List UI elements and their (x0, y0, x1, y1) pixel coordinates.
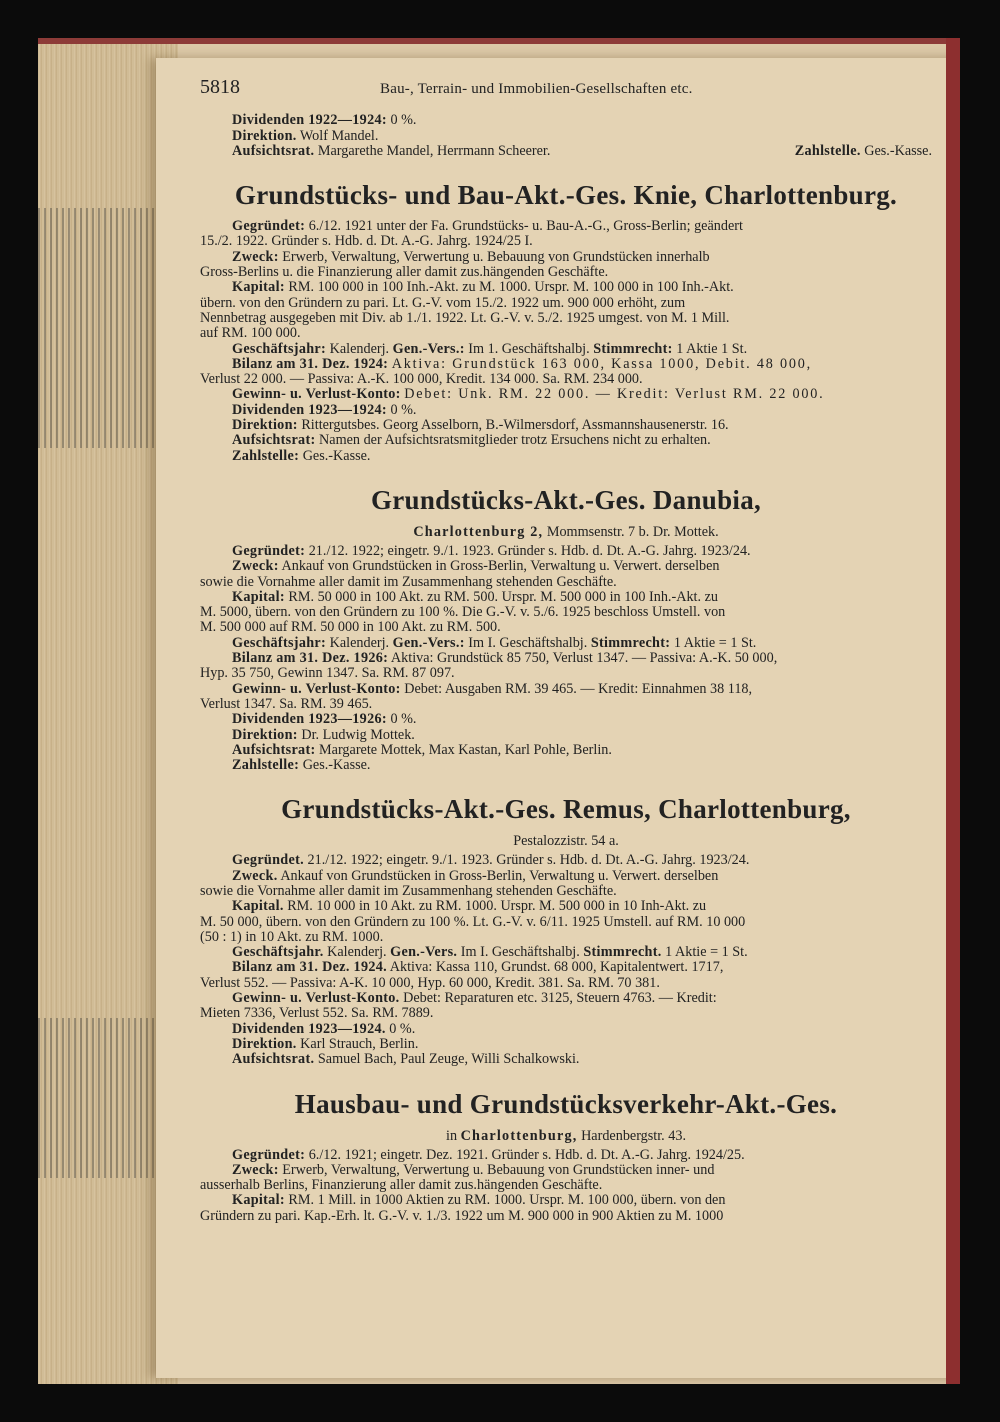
company-street: Hardenbergstr. 43. (581, 1127, 686, 1144)
pl-label: Gewinn- u. Verlust-Konto. (232, 990, 400, 1007)
div-value: 0 %. (390, 401, 417, 418)
directors-value: Wolf Mandel. (299, 127, 379, 144)
founded-text: 21./12. 1922; eingetr. 9./1. 1923. Gründer s. Hdb. d. Dt. A.-G. Jahrg. 1923/24. (307, 852, 750, 869)
gm-value: Im I. Geschäftshalbj. (460, 944, 580, 961)
board-label: Aufsichtsrat. (232, 1051, 315, 1068)
vote-label: Stimmrecht: (593, 340, 673, 357)
balance-label: Bilanz am 31. Dez. 1926: (232, 650, 389, 667)
div-label: Dividenden 1923—1924. (232, 1020, 386, 1037)
company-title: Grundstücks-Akt.-Ges. Remus, Charlottenburg, (281, 794, 851, 825)
pay-label: Zahlstelle: (232, 447, 300, 464)
capital-label: Kapital. (232, 898, 284, 915)
company-entry-danubia (200, 484, 932, 773)
purpose-label: Zweck: (232, 1161, 279, 1178)
pl-text-2: Mieten 7336, Verlust 552. Sa. RM. 7889. (200, 1005, 434, 1022)
paying-value: Ges.-Kasse. (864, 142, 932, 159)
capital-text-2: M. 50 000, übern. von den Gründern zu 100 %. Lt. G.-V. v. 6/11. 1925 Umstell. auf RM. 10 000 (200, 913, 746, 930)
founded-label: Gegründet: (232, 542, 306, 559)
company-address (200, 1128, 932, 1145)
capital-text-4: auf RM. 100 000. (200, 325, 301, 342)
pay-label: Zahlstelle: (232, 757, 300, 774)
pl-text: Debet: Reparaturen etc. 3125, Steuern 4763. — Kredit: (403, 990, 717, 1007)
dividends-label: Dividenden 1922—1924: (232, 112, 387, 129)
founded-text: 6./12. 1921 unter der Fa. Grundstücks- u. Bau-A.-G., Gross-Berlin; geändert (308, 218, 743, 235)
founded-label: Gegründet. (232, 852, 304, 869)
company-title: Hausbau- und Grundstücksverkehr-Akt.-Ges. (294, 1088, 838, 1119)
capital-text-3: M. 500 000 auf RM. 50 000 in 100 Akt. zu RM. 500. (200, 619, 501, 636)
purpose-text: Ankauf von Grundstücken in Gross-Berlin, Verwaltung u. Verwert. derselben (281, 558, 720, 575)
gm-value: Im I. Geschäftshalbj. (468, 634, 588, 651)
capital-label: Kapital: (232, 1192, 285, 1209)
div-label: Dividenden 1923—1924: (232, 401, 387, 418)
company-title: Grundstücks-Akt.-Ges. Danubia, (370, 484, 762, 515)
capital-text-3: Nennbetrag ausgegeben mit Div. ab 1./1. 1922. Lt. G.-V. v. 5./2. 1925 umgest. von M. 1 Mill. (200, 309, 730, 326)
dir-label: Direktion: (232, 726, 298, 743)
pl-label: Gewinn- u. Verlust-Konto: (232, 386, 401, 403)
balance-text-2: Hyp. 35 750, Gewinn 1347. Sa. RM. 87 097. (200, 665, 455, 682)
page-number: 5818 (200, 76, 240, 98)
fy-label: Geschäftsjahr. (232, 944, 324, 961)
founded-text-2: 15./2. 1922. Gründer s. Hdb. d. Dt. A.-G. Jahrg. 1924/25 I. (200, 233, 533, 250)
pay-value: Ges.-Kasse. (302, 447, 371, 464)
company-title: Grundstücks- und Bau-Akt.-Ges. Knie, Charlottenburg. (234, 180, 898, 211)
company-city: Charlottenburg, (460, 1127, 578, 1144)
in-word: in (446, 1127, 458, 1144)
balance-label: Bilanz am 31. Dez. 1924: (232, 355, 389, 372)
vote-value: 1 Aktie 1 St. (676, 340, 748, 357)
purpose-text-2: Gross-Berlins u. die Finanzierung aller damit zus.hängenden Geschäfte. (200, 264, 609, 281)
purpose-text: Erwerb, Verwaltung, Verwertung u. Bebauung von Grundstücken inner- und (282, 1161, 715, 1178)
capital-label: Kapital: (232, 279, 285, 296)
gm-label: Gen.-Vers.: (392, 634, 465, 651)
directors-label: Direktion. (232, 127, 297, 144)
company-entry-remus (200, 793, 932, 1067)
gm-value: Im 1. Geschäftshalbj. (468, 340, 590, 357)
running-head (200, 76, 932, 98)
company-address (200, 524, 932, 541)
paying-label: Zahlstelle. (794, 142, 861, 159)
dir-value: Dr. Ludwig Mottek. (301, 726, 415, 743)
pl-text: Debet: Ausgaben RM. 39 465. — Kredit: Einnahmen 38 118, (404, 680, 753, 697)
capital-label: Kapital: (232, 588, 285, 605)
purpose-label: Zweck: (232, 558, 279, 575)
binding-edge (946, 38, 960, 1384)
capital-text: RM. 50 000 in 100 Akt. zu RM. 500. Urspr. M. 500 000 in 100 Inh.-Akt. zu (288, 588, 718, 605)
purpose-text-2: ausserhalb Berlins, Finanzierung aller damit zus.hängenden Geschäfte. (200, 1177, 603, 1194)
company-city: Charlottenburg 2, (413, 523, 544, 540)
founded-label: Gegründet: (232, 218, 306, 235)
capital-text-2: M. 5000, übern. von den Gründern zu 100 %. Die G.-V. v. 5./6. 1925 beschloss Umstell. von (200, 604, 726, 621)
balance-text: Aktiva: Grundstück 163 000, Kassa 1000, Debit. 48 000, (391, 355, 813, 372)
board-value: Margarete Mottek, Max Kastan, Karl Pohle, Berlin. (319, 741, 612, 758)
board-label: Aufsichtsrat. (232, 142, 315, 159)
vote-value: 1 Aktie = 1 St. (673, 634, 757, 651)
top-entry (200, 113, 932, 159)
board-value: Samuel Bach, Paul Zeuge, Willi Schalkowski. (317, 1051, 580, 1068)
balance-text-2: Verlust 552. — Passiva: A-K. 10 000, Hyp. 60 000, Kredit. 381. Sa. RM. 70 381. (200, 974, 660, 991)
company-entry-hausbau (200, 1088, 932, 1224)
balance-text: Aktiva: Grundstück 85 750, Verlust 1347. — Passiva: A.-K. 50 000, (390, 650, 778, 667)
fy-value: Kalenderj. (329, 340, 390, 357)
purpose-label: Zweck: (232, 248, 279, 265)
company-address: Pestalozzistr. 54 a. (513, 833, 619, 850)
purpose-label: Zweck. (232, 867, 278, 884)
capital-text: RM. 1 Mill. in 1000 Aktien zu RM. 1000. Urspr. M. 100 000, übern. von den (288, 1192, 726, 1209)
founded-text: 6./12. 1921; eingetr. Dez. 1921. Gründer s. Hdb. d. Dt. A.-G. Jahrg. 1924/25. (308, 1146, 745, 1163)
fy-value: Kalenderj. (329, 634, 390, 651)
fy-label: Geschäftsjahr: (232, 634, 327, 651)
purpose-text: Erwerb, Verwaltung, Verwertung u. Bebauung von Grundstücken innerhalb (282, 248, 710, 265)
fy-value: Kalenderj. (327, 944, 387, 961)
board-label: Aufsichtsrat: (232, 432, 316, 449)
fy-label: Geschäftsjahr: (232, 340, 327, 357)
vote-label: Stimmrecht: (590, 634, 671, 651)
board-label: Aufsichtsrat: (232, 741, 316, 758)
capital-text: RM. 10 000 in 10 Akt. zu RM. 1000. Urspr. M. 500 000 in 10 Inh-Akt. zu (287, 898, 707, 915)
company-entry-knie (200, 179, 932, 464)
dividends-value: 0 %. (390, 112, 417, 129)
gm-label: Gen.-Vers.: (392, 340, 465, 357)
binding-top (38, 38, 960, 44)
vote-value: 1 Aktie = 1 St. (665, 944, 748, 961)
page-content (200, 76, 932, 1224)
company-street: Mommsenstr. 7 b. Dr. Mottek. (546, 523, 719, 540)
board-value: Namen der Aufsichtsratsmitglieder trotz Ersuchens nicht zu erhalten. (319, 432, 711, 449)
dir-label: Direktion. (232, 1035, 297, 1052)
founded-label: Gegründet: (232, 1146, 306, 1163)
board-value: Margarethe Mandel, Herrmann Scheerer. (317, 142, 551, 159)
dir-value: Karl Strauch, Berlin. (300, 1035, 419, 1052)
balance-text: Aktiva: Kassa 110, Grundst. 68 000, Kapitalentwert. 1717, (389, 959, 724, 976)
running-title: Bau-, Terrain- und Immobilien-Gesellschaften etc. (380, 81, 693, 97)
pl-label: Gewinn- u. Verlust-Konto: (232, 680, 401, 697)
div-label: Dividenden 1923—1926: (232, 711, 387, 728)
capital-text-2: Gründern zu pari. Kap.-Erh. lt. G.-V. v. 1./3. 1922 um M. 900 000 in 900 Aktien zu M. 1000 (200, 1207, 724, 1224)
dir-label: Direktion: (232, 417, 298, 434)
div-value: 0 %. (390, 711, 417, 728)
capital-text-2: übern. von den Gründern zu pari. Lt. G.-V. vom 15./2. 1922 um. 900 000 erhöht, zum (200, 294, 686, 311)
div-value: 0 %. (389, 1020, 416, 1037)
pay-value: Ges.-Kasse. (302, 757, 371, 774)
purpose-text-2: sowie die Vornahme aller damit im Zusammenhang stehenden Geschäfte. (200, 573, 617, 590)
balance-text-2: Verlust 22 000. — Passiva: A.-K. 100 000, Kredit. 134 000. Sa. RM. 234 000. (200, 371, 643, 388)
purpose-text-2: sowie die Vornahme aller damit im Zusammenhang stehenden Geschäfte. (200, 882, 617, 899)
vote-label: Stimmrecht. (583, 944, 662, 961)
balance-label: Bilanz am 31. Dez. 1924. (232, 959, 387, 976)
capital-text: RM. 100 000 in 100 Inh.-Akt. zu M. 1000. Urspr. M. 100 000 in 100 Inh.-Akt. (288, 279, 734, 296)
pl-value: Debet: Unk. RM. 22 000. — Kredit: Verlust RM. 22 000. (404, 386, 825, 403)
founded-text: 21./12. 1922; eingetr. 9./1. 1923. Gründer s. Hdb. d. Dt. A.-G. Jahrg. 1923/24. (308, 542, 751, 559)
capital-text-3: (50 : 1) in 10 Akt. zu RM. 1000. (200, 928, 384, 945)
purpose-text: Ankauf von Grundstücken in Gross-Berlin, Verwaltung u. Verwert. derselben (280, 867, 719, 884)
gm-label: Gen.-Vers. (390, 944, 458, 961)
dir-value: Rittergutsbes. Georg Asselborn, B.-Wilmersdorf, Assmannshausenerstr. 16. (301, 417, 729, 434)
pl-text-2: Verlust 1347. Sa. RM. 39 465. (200, 695, 373, 712)
